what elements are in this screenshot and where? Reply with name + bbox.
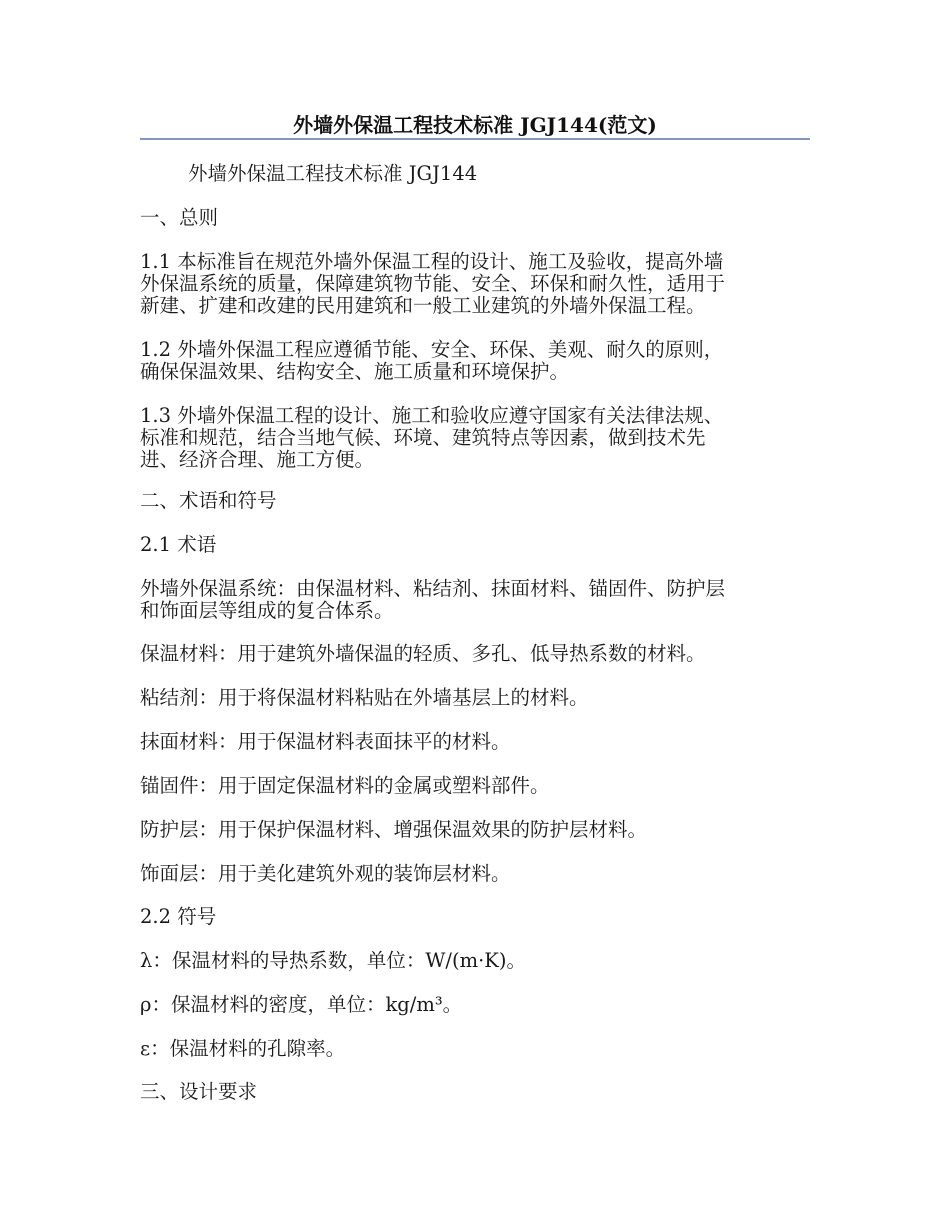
symbol-lambda: λ：保温材料的导热系数，单位：W/(m·K)。: [140, 949, 526, 972]
symbol-epsilon: ε：保温材料的孔隙率。: [140, 1037, 346, 1060]
term-anchor: 锚固件：用于固定保温材料的金属或塑料部件。: [140, 774, 550, 797]
paragraph-line: 和饰面层等组成的复合体系。: [140, 599, 394, 622]
paragraph-line: 1.2 外墙外保温工程应遵循节能、安全、环保、美观、耐久的原则，: [140, 338, 724, 361]
paragraph-line: 外保温系统的质量，保障建筑物节能、安全、环保和耐久性，适用于: [140, 272, 726, 295]
paragraph-1-1: [140, 251, 800, 317]
paragraph-line: 进、经济合理、施工方便。: [140, 448, 375, 471]
term-adhesive: 粘结剂：用于将保温材料粘贴在外墙基层上的材料。: [140, 686, 589, 709]
section-1-heading: 一、总则: [140, 206, 219, 229]
term-plaster: 抹面材料：用于保温材料表面抹平的材料。: [140, 730, 511, 753]
subsection-2-1: 2.1 术语: [140, 533, 217, 556]
section-2-heading: 二、术语和符号: [140, 489, 277, 512]
symbol-rho: ρ：保温材料的密度，单位：kg/m³。: [140, 993, 463, 1016]
term-insulation-system: [140, 578, 800, 622]
paragraph-line: 外墙外保温系统：由保温材料、粘结剂、抹面材料、锚固件、防护层: [140, 577, 726, 600]
paragraph-1-2: [140, 339, 800, 383]
term-protective-layer: 防护层：用于保护保温材料、增强保温效果的防护层材料。: [140, 818, 648, 841]
section-3-heading: 三、设计要求: [140, 1080, 258, 1103]
term-finish-layer: 饰面层：用于美化建筑外观的装饰层材料。: [140, 862, 511, 885]
paragraph-line: 新建、扩建和改建的民用建筑和一般工业建筑的外墙外保温工程。: [140, 294, 706, 317]
paragraph-line: 标准和规范，结合当地气候、环境、建筑特点等因素，做到技术先: [140, 426, 706, 449]
term-insulation-material: 保温材料：用于建筑外墙保温的轻质、多孔、低导热系数的材料。: [140, 642, 706, 665]
title-divider: [140, 138, 810, 140]
paragraph-line: 确保保温效果、结构安全、施工质量和环境保护。: [140, 360, 570, 383]
paragraph-1-3: [140, 405, 800, 471]
paragraph-line: 1.3 外墙外保温工程的设计、施工和验收应遵守国家有关法律法规、: [140, 404, 724, 427]
subsection-2-2: 2.2 符号: [140, 905, 217, 928]
document-subtitle: 外墙外保温工程技术标准 JGJ144: [188, 162, 478, 185]
paragraph-line: 1.1 本标准旨在规范外墙外保温工程的设计、施工及验收，提高外墙: [140, 250, 724, 273]
document-title: 外墙外保温工程技术标准 JGJ144(范文): [293, 113, 657, 137]
